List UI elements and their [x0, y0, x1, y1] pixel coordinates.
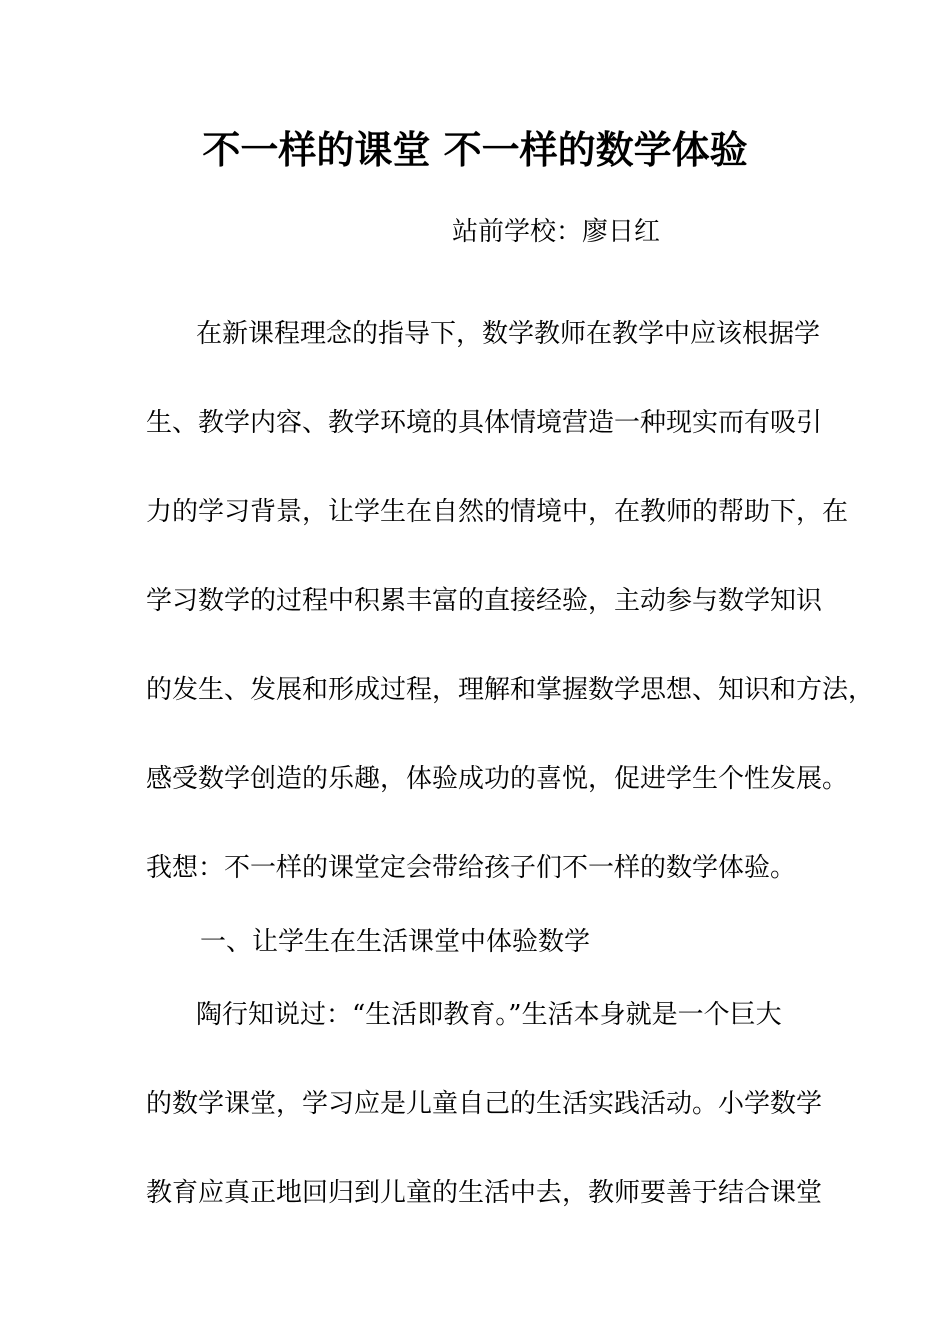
paragraph-line: 的数学课堂，学习应是儿童自己的生活实践活动。小学数学	[146, 1089, 823, 1119]
paragraph-line: 在新课程理念的指导下，数学教师在教学中应该根据学	[196, 319, 821, 349]
section-heading: 一、让学生在生活课堂中体验数学	[200, 927, 591, 957]
paragraph-line: 陶行知说过：“生活即教育。”生活本身就是一个巨大	[196, 1000, 782, 1030]
paragraph-line: 学习数学的过程中积累丰富的直接经验，主动参与数学知识	[146, 586, 823, 616]
paragraph-line: 教育应真正地回归到儿童的生活中去，教师要善于结合课堂	[146, 1178, 823, 1208]
paragraph-line: 力的学习背景，让学生在自然的情境中，在教师的帮助下，在	[146, 497, 849, 527]
author-line: 站前学校：廖日红	[452, 217, 661, 247]
document-title: 不一样的课堂 不一样的数学体验	[202, 128, 748, 172]
paragraph-line: 的发生、发展和形成过程，理解和掌握数学思想、知识和方法，	[146, 675, 875, 705]
paragraph-line: 生、教学内容、教学环境的具体情境营造一种现实而有吸引	[146, 408, 823, 438]
paragraph-line: 我想：不一样的课堂定会带给孩子们不一样的数学体验。	[146, 853, 797, 883]
paragraph-line: 感受数学创造的乐趣，体验成功的喜悦，促进学生个性发展。	[146, 764, 849, 794]
